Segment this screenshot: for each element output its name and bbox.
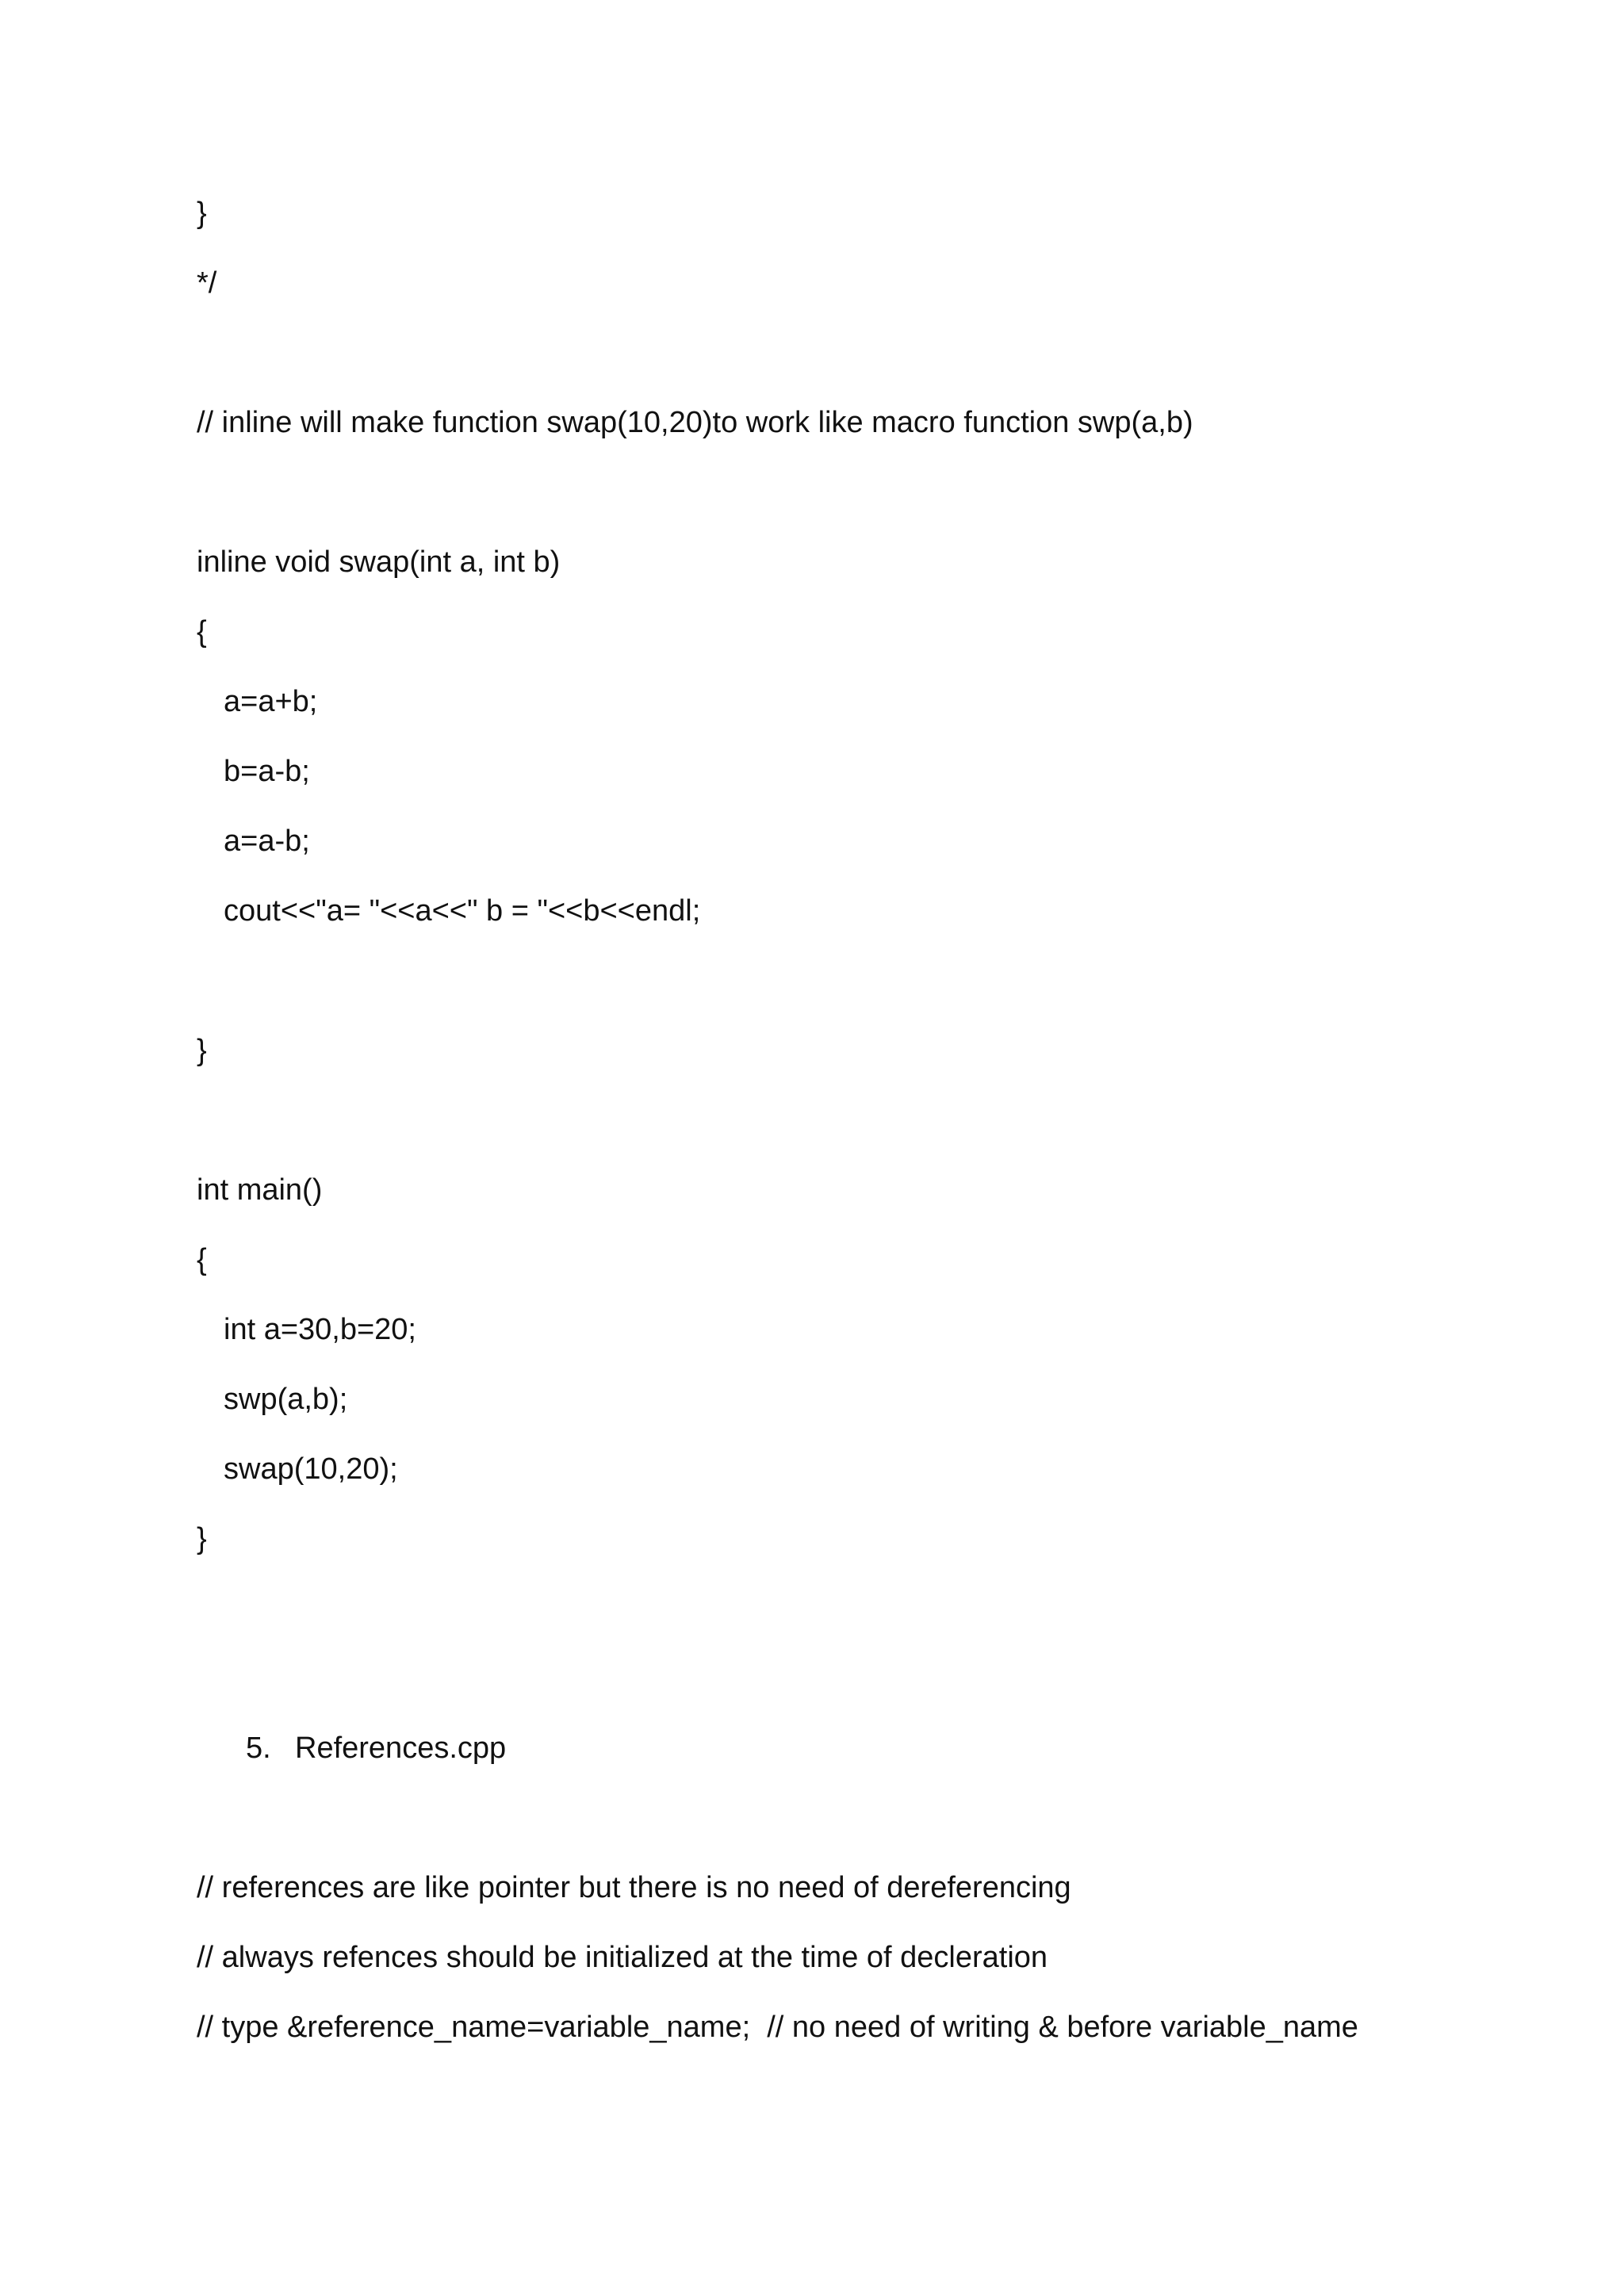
code-line-closing-brace: } <box>197 197 207 230</box>
section-title: References.cpp <box>295 1732 507 1765</box>
reference-comment-line: // type &reference_name=variable_name; // no need of writing & before variable_name <box>197 2011 1358 2044</box>
code-line-cout-statement: cout<<"a= "<<a<<" b = "<<b<<endl; <box>224 894 701 928</box>
code-line-comment-end: */ <box>197 266 217 300</box>
code-line-statement: a=a-b; <box>224 825 310 858</box>
code-line-main-signature: int main() <box>197 1173 323 1207</box>
code-line-inline-function-signature: inline void swap(int a, int b) <box>197 545 561 579</box>
code-line-open-brace: { <box>197 1243 207 1276</box>
code-line-statement: a=a+b; <box>224 685 318 718</box>
code-line-close-brace: } <box>197 1522 207 1556</box>
code-line-function-call: swap(10,20); <box>224 1452 398 1486</box>
reference-comment-line: // references are like pointer but there is no need of dereferencing <box>197 1871 1071 1904</box>
code-line-open-brace: { <box>197 615 207 649</box>
code-line-close-brace: } <box>197 1034 207 1067</box>
code-line-function-call: swp(a,b); <box>224 1383 348 1416</box>
section-number: 5. <box>246 1732 271 1765</box>
code-line-variable-declaration: int a=30,b=20; <box>224 1313 416 1346</box>
code-line-statement: b=a-b; <box>224 755 310 788</box>
reference-comment-line: // always refences should be initialized at the time of decleration <box>197 1941 1048 1974</box>
code-line-inline-comment: // inline will make function swap(10,20)to work like macro function swp(a,b) <box>197 406 1193 439</box>
